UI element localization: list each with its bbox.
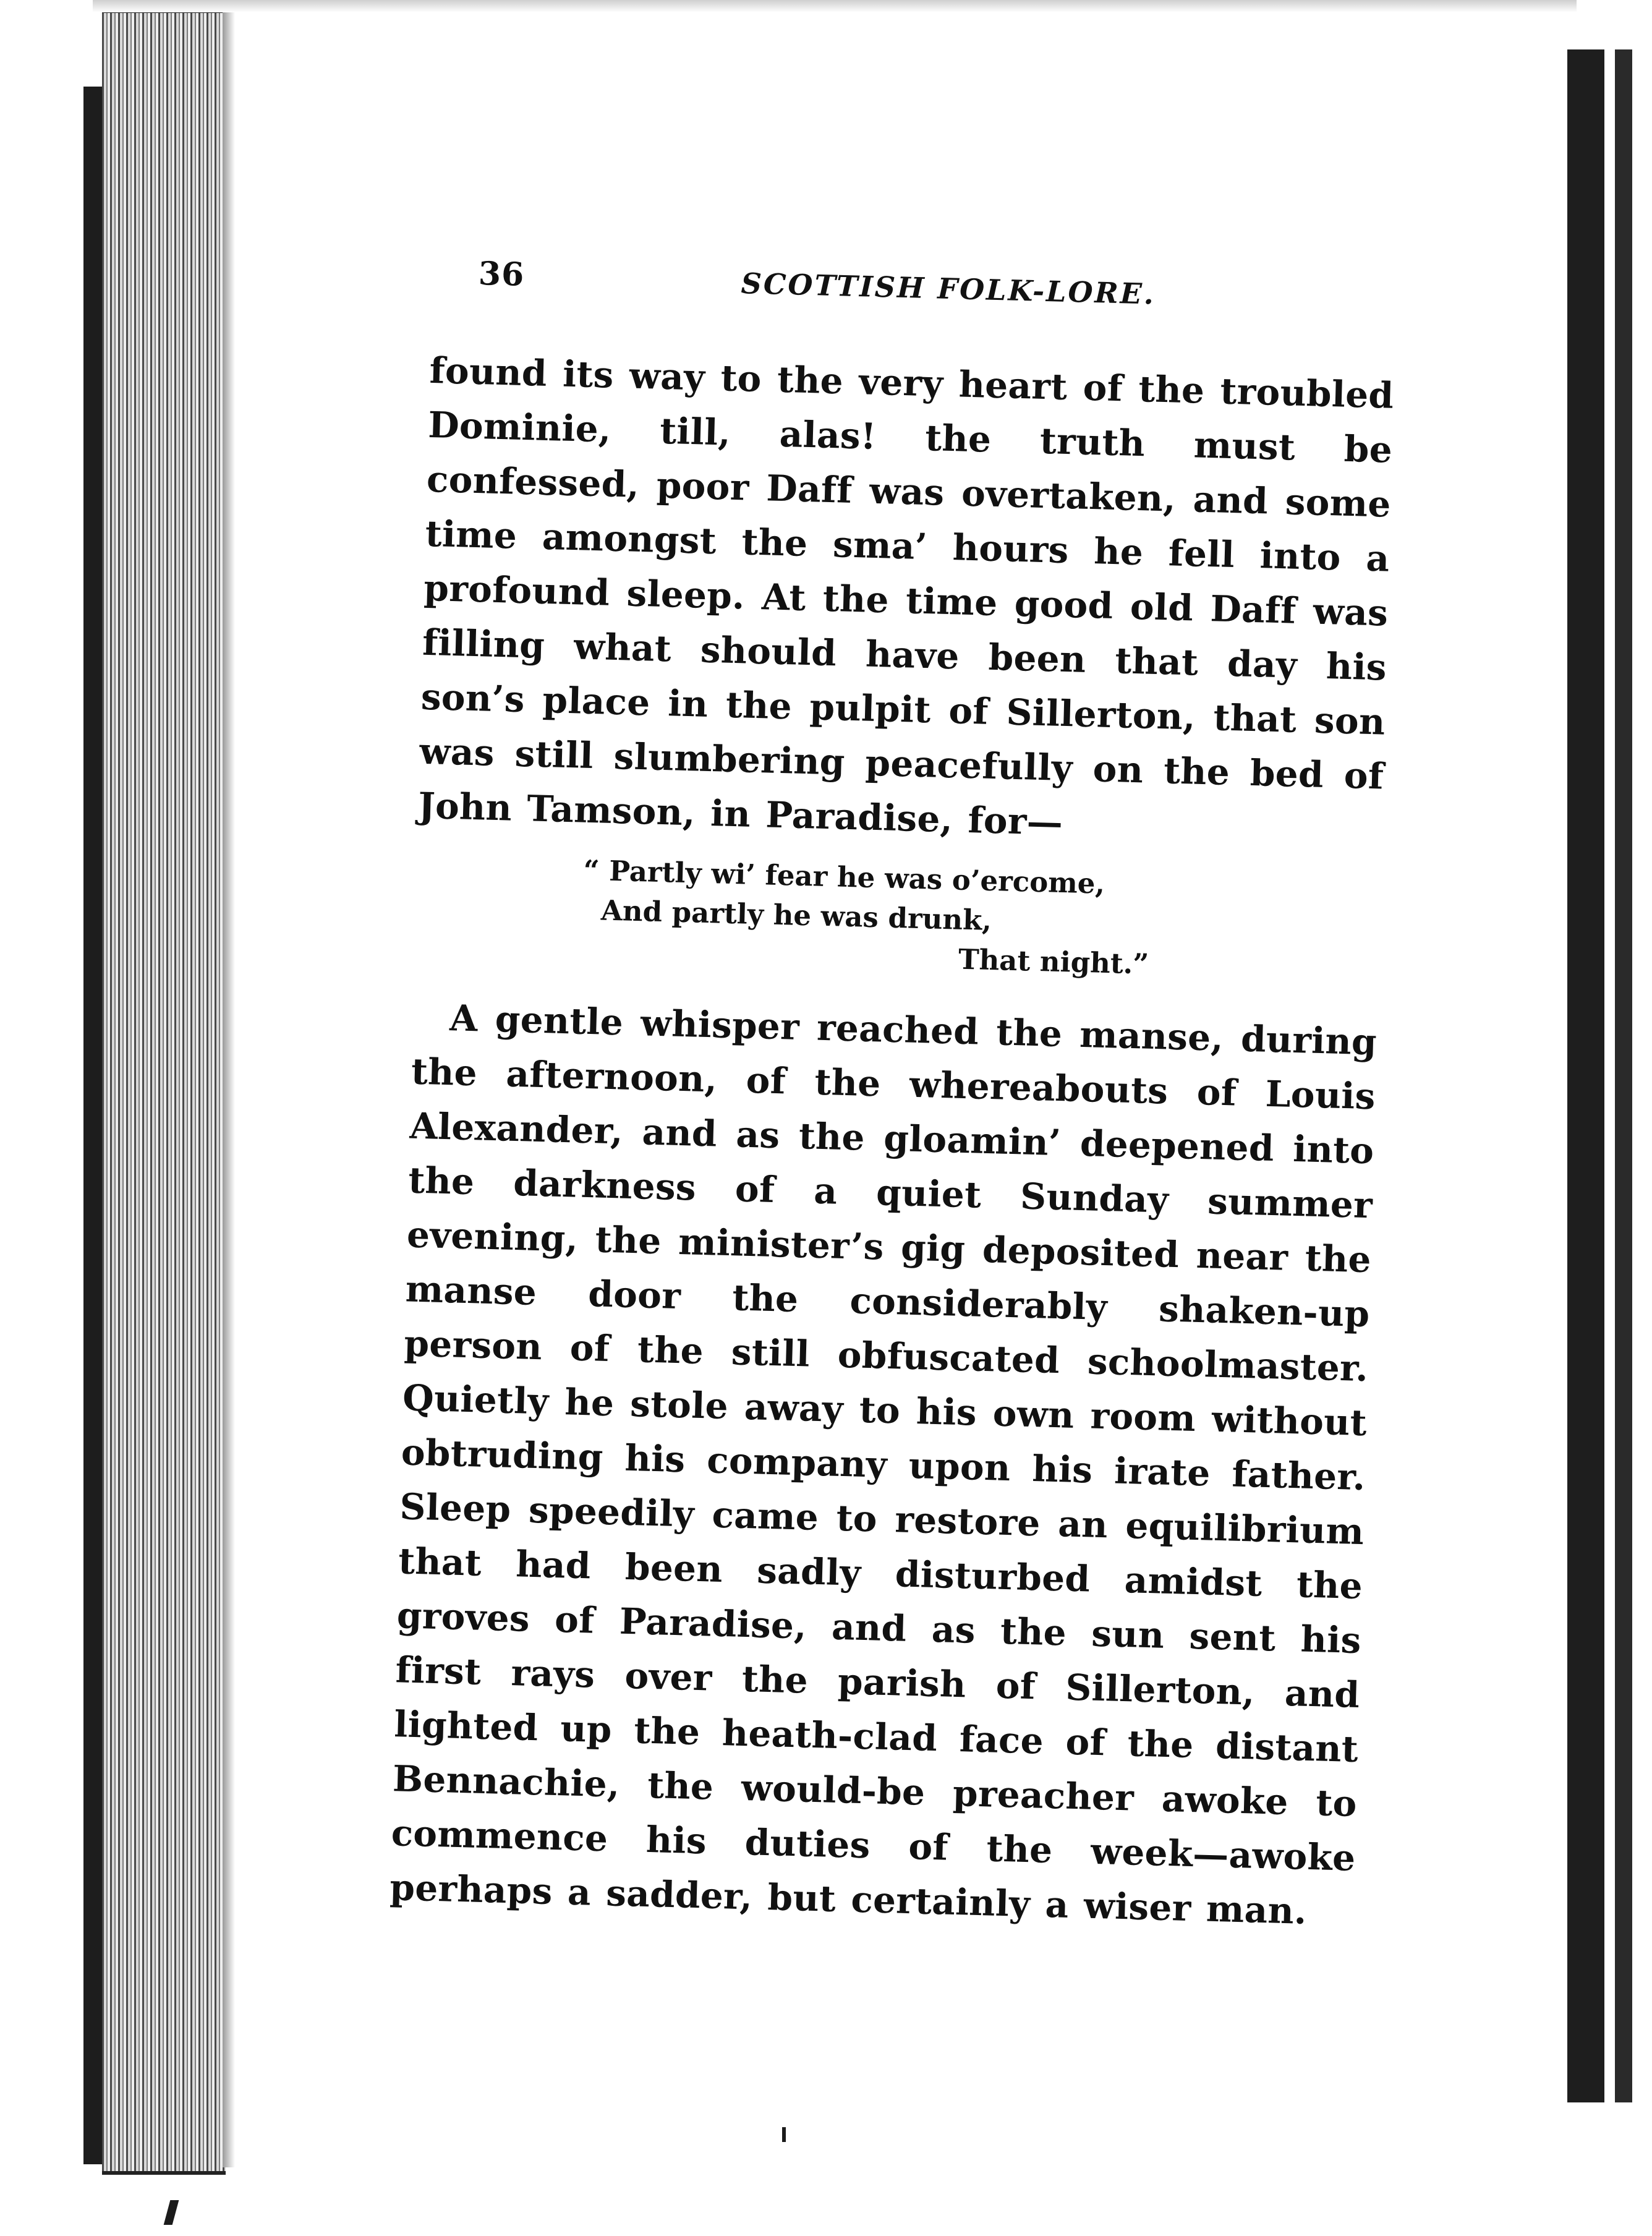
printer-mark bbox=[782, 2127, 786, 2142]
verse-line: And partly he was drunk, bbox=[600, 894, 992, 937]
paragraph-2: A gentle whisper reached the manse, during the afternoon, of the whereabouts of Louis Alexander, and as the gloamin’ deepened into the darkness of a quiet Sunday summer evening, the minister’s gig deposited near the manse door the considerably shaken-up person of the still obfuscated schoolmaster. Quietly he stole away to his own room without obtruding his company upon his irate father. Sleep speedily came to restore an equilibrium that had been sadly disturbed amidst the groves of Paradise, and as the sun sent his first rays over the parish of Sillerton, and lighted up the heath-clad face of the distant Bennachie, the would-be preacher awoke to commence his duties of the week—awoke perhaps a sadder, but certainly a wiser man. bbox=[389, 997, 1377, 1932]
verse-line: That night.” bbox=[958, 942, 1149, 981]
paragraph-1: found its way to the very heart of the troubled Dominie, till, alas! the truth must be confessed, poor Daff was overtaken, and some time amongst the sma’ hours he fell into a profound sleep. At the time good old Daff was filling what should have been that day his son’s place in the pulpit of Sillerton, that son was still slumbering peacefully on the bed of John Tamson, in Paradise, for— bbox=[417, 349, 1395, 843]
facing-page-edge bbox=[1567, 49, 1604, 2102]
printed-page bbox=[389, 247, 1397, 1940]
running-head bbox=[432, 247, 1397, 328]
page-number: 36 bbox=[478, 254, 526, 294]
verse-quotation bbox=[414, 847, 1381, 991]
book-cover-edge bbox=[0, 0, 93, 2236]
running-title: SCOTTISH FOLK-LORE. bbox=[740, 267, 1156, 311]
page-top-shadow bbox=[93, 0, 1577, 12]
page-gutter-shadow bbox=[223, 9, 235, 2167]
verse-line: “ Partly wi’ fear he was o’ercome, bbox=[583, 853, 1105, 900]
page-stack-edges bbox=[102, 9, 226, 2175]
scan-artifact bbox=[164, 2200, 179, 2225]
facing-page-binding bbox=[1615, 49, 1632, 2102]
